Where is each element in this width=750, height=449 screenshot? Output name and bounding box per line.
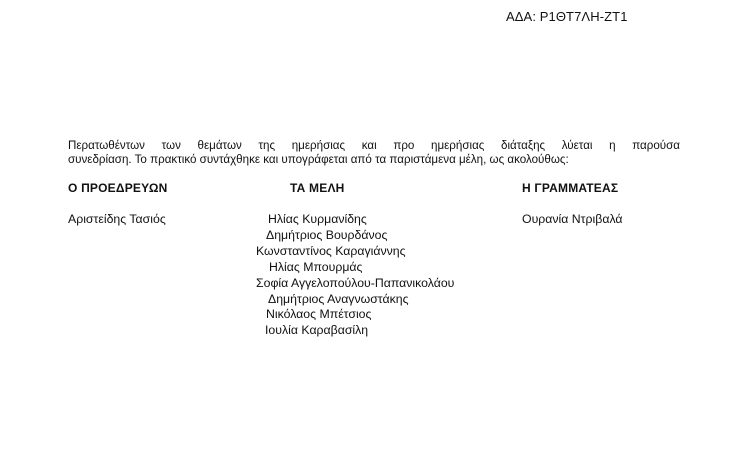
members-list xyxy=(256,212,455,339)
member-name: Ηλίας Μπουρμάς xyxy=(269,259,363,274)
secretary-heading: Η ΓΡΑΜΜΑΤΕΑΣ xyxy=(522,181,619,195)
member-name: Νικόλαος Μπέτσιος xyxy=(266,307,372,322)
member-name: Ιουλία Καραβασίλη xyxy=(265,323,369,338)
member-name: Κωνσταντίνος Καραγιάννης xyxy=(256,243,406,258)
closing-paragraph xyxy=(68,139,680,167)
member-name: Δημήτριος Αναγνωστάκης xyxy=(268,291,409,306)
closing-paragraph-line: Περατωθέντων των θεμάτων της ημερήσιας και προ ημερήσιας διάταξης λύεται η παρούσα xyxy=(68,139,680,152)
president-heading: Ο ΠΡΟΕΔΡΕΥΩΝ xyxy=(68,181,168,195)
member-name: Δημήτριος Βουρδάνος xyxy=(266,227,388,242)
members-heading: ΤΑ ΜΕΛΗ xyxy=(290,181,345,195)
closing-paragraph-line: συνεδρίαση. Το πρακτικό συντάχθηκε και υπογράφεται από τα παριστάμενα μέλη, ως ακολούθως: xyxy=(68,153,569,166)
president-name: Αριστείδης Τασιός xyxy=(68,212,166,226)
member-name: Σοφία Αγγελοπούλου-Παπανικολάου xyxy=(256,275,455,290)
secretary-name: Ουρανία Ντριβαλά xyxy=(522,212,623,226)
ada-code: ΑΔΑ: Ρ1ΘΤ7ΛΗ-ΖΤ1 xyxy=(506,9,628,24)
member-name: Ηλίας Κυρμανίδης xyxy=(268,212,367,226)
